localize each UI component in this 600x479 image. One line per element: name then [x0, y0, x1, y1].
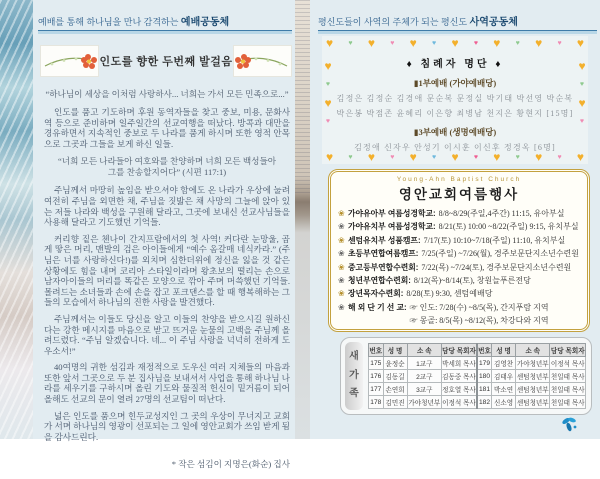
flower-image	[233, 45, 292, 77]
cell: 가야청년부	[516, 357, 550, 370]
flower-bullet-icon: ❀	[338, 249, 345, 259]
cell: 정호열 목사	[442, 383, 477, 396]
event-detail-group	[410, 301, 549, 328]
event-item	[331, 287, 587, 300]
heart-icon: ♥	[493, 36, 501, 50]
paragraph: 인도를 품고 기도하며 후원 동역자들을 찾고 중보, 미용, 문화사역 등으로 준비하며 일주일간의 선교여행을 떠났다. 방콕과 대만을 경유하면서 지속적인 중보로 두 나라를 품게 하시며 또한 영적 안목으로 그곳과 그들을 보게 하신 일들.	[44, 107, 290, 149]
heart-garland-left	[322, 60, 334, 125]
flower-bullet-icon: ❀	[338, 209, 345, 218]
psalm-quote-line2: 그를 찬송할지어다” (시편 117:1)	[107, 167, 227, 178]
cell: 김동중 목사	[442, 370, 477, 383]
heart-icon: ♥	[390, 38, 395, 47]
event-item	[331, 234, 587, 247]
event-detail-mongolia: ☞ 몽골: 8/5(목) ~8/12(목), 차강다와 지역	[409, 316, 549, 326]
new-family-table	[368, 343, 586, 409]
paragraph: 넓은 인도를 품으며 힌두교성지인 그 곳의 우상이 무너지고 교회가 서며 하나님의 영광이 선포되는 그 일에 영안교회가 쓰임 받게 됨을 감사드린다.	[44, 410, 290, 442]
paragraph: 커리향 짙은 첸나이 간지프람에서의 첫 사역! 커다란 눈망울, 곱게 땋은 머리, 맨발의 검은 아이들에게 “예수 옴갈매 네식카라.” (주님은 너를 사랑하신다!)를 외치며 심한더위에 정신을 잃을 것 같은 상황에도 힘을 내며 코리아 스타일이라며 왕초보의 떨리는 손으로 남자아이들의 머리를 똑같은 모양으로 깎아 주며 머쓱했던 기억들. 몰려드는 소녀들과 손에 손을 잡고 포크댄스를 할 때 행복해하는 그들의 모습에서 하나님의 진한 사랑을 발견했다.	[44, 233, 290, 308]
article-title: 인도를 향한 두번째 발걸음	[99, 56, 233, 68]
new-family-label: 새가족	[349, 351, 359, 400]
cell: 김영찬	[492, 357, 516, 370]
handwriting-photo-strip	[295, 0, 310, 439]
summer-events-title: 영안교회여름행사	[398, 187, 520, 202]
cell: 이정석 목사	[442, 396, 477, 409]
heart-icon: ♥	[409, 36, 417, 50]
heart-icon: ♥	[451, 150, 459, 164]
heart-icon: ♥	[578, 59, 586, 73]
summer-events-box	[328, 169, 590, 332]
church-name-english: Young-Ahn Baptist Church	[396, 176, 522, 183]
cell: 가야청년부	[407, 396, 441, 409]
flower-bullet-icon: ❀	[338, 235, 345, 245]
heart-icon: ♥	[324, 96, 332, 110]
heart-icon: ♥	[451, 36, 459, 50]
heart-icon: ♥	[326, 150, 334, 164]
flower-bullet-icon: ❀	[338, 222, 345, 232]
cell: 182	[477, 396, 492, 409]
cell: 176	[369, 370, 384, 383]
col-pastor: 담당 목회자	[550, 344, 586, 357]
paragraph: 주님께서는 이들도 당신을 알고 이들의 찬양을 받으시길 원하신다는 강한 메시지를 마음으로 받고 뜨거운 눈물의 고백을 주님께 올려드렸다. “주님 알겠습니다. 네... 이 주님 사랑을 넉넉히 전하게 도우소서!”	[44, 313, 290, 356]
left-header-community: 예배공동체	[180, 17, 230, 28]
heart-icon: ♥	[493, 150, 501, 164]
event-item	[331, 301, 587, 328]
cell: 180	[477, 370, 492, 383]
left-page-header	[38, 13, 292, 34]
heart-icon: ♥	[578, 96, 586, 110]
cell: 178	[369, 396, 384, 409]
event-item	[331, 261, 587, 274]
flower-bullet-icon: ❀	[338, 262, 345, 272]
heart-icon: ♥	[325, 117, 331, 125]
article-title-row	[40, 45, 292, 77]
heart-icon: ♥	[576, 36, 584, 50]
cell: 신소영	[492, 396, 516, 409]
event-detail: 8/28(토) 9:30, 센텀예배당	[406, 289, 493, 299]
heart-icon: ♥	[557, 152, 562, 161]
cell: 손연희	[383, 383, 407, 396]
heart-icon: ♥	[325, 80, 331, 88]
col-pastor: 담당 목회자	[442, 344, 477, 357]
heart-icon: ♥	[409, 150, 417, 164]
event-label: 중고등부연합수련회:	[348, 262, 419, 272]
right-header-community: 사역공동체	[469, 17, 518, 28]
col-number: 번호	[477, 344, 492, 357]
cell: 175	[369, 357, 384, 370]
table-header-row	[369, 344, 586, 357]
heart-garland-bottom	[326, 151, 584, 163]
cell: 박세희 목사	[442, 357, 477, 370]
table-row	[369, 396, 586, 409]
col-group: 소 속	[516, 344, 550, 357]
cell: 3교구	[407, 383, 441, 396]
event-detail: 7/22(목) ~7/24(토), 경주보문단지소년수련원	[421, 262, 572, 272]
heart-icon: ♥	[390, 152, 395, 161]
right-header-rule	[318, 30, 597, 34]
heart-icon: ♥	[535, 36, 543, 50]
left-header-rule	[38, 30, 292, 34]
scripture-quote: “하나님이 세상을 이처럼 사랑하사... 너희는 가서 모든 민족으로...”	[45, 89, 289, 99]
cell: 179	[477, 357, 492, 370]
event-label: 센텀유치부 성품캠프:	[348, 235, 421, 245]
cell: 2교구	[407, 370, 441, 383]
heart-icon: ♥	[473, 38, 478, 47]
heart-icon: ♥	[473, 152, 478, 161]
cell: 센텀청년부	[516, 396, 550, 409]
col-number: 번호	[369, 344, 384, 357]
col-name: 성 명	[492, 344, 516, 357]
table-row	[369, 357, 586, 370]
event-detail: 8/12(목)~8/14(토), 창원늘푸른전당	[413, 276, 531, 286]
paragraph: 40여명의 귀한 섬김과 재정적으로 도우신 여러 지체들의 마음과 또한 앞서 그곳으로 두 분 집사님을 보내셔서 사업을 통해 하나님 나라를 세우기를 구하시며 올린 기도와 물질적 헌신이 밑거름이 되어 올해도 선교의 문이 열려 27명의 선교팀이 떠난다.	[44, 362, 290, 405]
event-detail: 8/8~8/29(주일,4주간) 11:15, 유아부실	[438, 209, 565, 218]
baptism-list-box	[322, 36, 588, 164]
col-group: 소 속	[407, 344, 441, 357]
new-family-label-tab	[345, 342, 363, 410]
flower-bullet-icon: ❀	[338, 289, 345, 299]
cell: 181	[477, 383, 492, 396]
event-item	[331, 220, 587, 233]
cell: 1교구	[407, 357, 441, 370]
event-label: 가야유치부 여름성경학교:	[348, 222, 436, 232]
heart-garland-top	[326, 37, 584, 49]
cell: 김동길	[383, 370, 407, 383]
flower-bullet-icon: ❀	[338, 302, 345, 312]
heart-icon: ♥	[557, 38, 562, 47]
event-detail: 7/17(토) 10:10~7/18(주일) 11:10, 유치부실	[423, 235, 566, 245]
heart-icon: ♥	[515, 152, 520, 161]
right-header-text: 평신도들이 사역의 주체가 되는 평신도	[318, 17, 470, 27]
heart-icon: ♥	[515, 38, 520, 47]
baptism-group1-label: ▮1부예배 (가야예배당)	[413, 78, 497, 88]
col-name: 성 명	[383, 344, 407, 357]
event-label: 가야유아부 여름성경학교:	[348, 209, 436, 218]
cell: 천일태 목사	[550, 396, 586, 409]
event-detail-india: ☞ 인도: 7/28(수) ~8/5(목), 간지푸람 지역	[409, 302, 549, 312]
baptism-group1-names: 김정은 김정순 김경애 문순복 문정실 박기태 박선영 박순복	[336, 94, 574, 103]
new-family-box	[340, 337, 592, 415]
flower-image	[40, 45, 99, 77]
heart-icon: ♥	[348, 152, 353, 161]
baptism-title: ♦ 침례자 명단 ♦	[406, 59, 504, 70]
heart-icon: ♥	[367, 150, 375, 164]
heart-garland-right	[576, 60, 588, 125]
heart-icon: ♥	[576, 150, 584, 164]
water-photo-strip	[0, 0, 33, 439]
table-row	[369, 383, 586, 396]
heart-icon: ♥	[432, 38, 437, 47]
event-item	[331, 247, 587, 260]
cell: 천일태 목사	[550, 370, 586, 383]
heart-icon: ♥	[432, 152, 437, 161]
event-label: 초등부연합여름캠프:	[348, 249, 419, 259]
event-label: 청년부연합수련회:	[348, 276, 411, 286]
heart-icon: ♥	[579, 80, 585, 88]
table-row	[369, 370, 586, 383]
psalm-quote-line1: “너희 모든 나라들아 여호와를 찬양하며 너희 모든 백성들아	[57, 156, 277, 167]
event-detail: 8/21(토) 10:00 ~8/22(주일) 9:15, 유치부실	[438, 222, 579, 232]
baptism-group1-names: 박은봉 박점존 윤혜리 이은향 최병남 천지은 황현지 [15명]	[336, 109, 574, 118]
cell: 센텀청년부	[516, 383, 550, 396]
cell: 김태우	[492, 370, 516, 383]
heart-icon: ♥	[535, 150, 543, 164]
paragraph: 주님께서 마땅히 높임을 받으셔야 함에도 온 나라가 우상에 눌려 여전히 주님을 외면한 채, 주님을 짓밟은 채 사망의 그늘에 앉아 있는 저들 나라와 백성을 구원해 달라고, 그곳에 보내신 선교사님들을 사용해 달라고 기도했던 기억들.	[44, 185, 290, 228]
cell: 177	[369, 383, 384, 396]
cell: 이정석 목사	[550, 357, 586, 370]
event-item	[331, 274, 587, 287]
cell: 윤정순	[383, 357, 407, 370]
heart-icon: ♥	[348, 38, 353, 47]
cell: 센텀청년부	[516, 370, 550, 383]
baptism-group2-names: 김정애 신자우 안성기 이시훈 이신후 정경옥 [6명]	[354, 143, 556, 152]
event-item	[331, 207, 587, 220]
heart-icon: ♥	[579, 117, 585, 125]
event-detail: 7/25(주일) ~7/26(월), 경주보문단지소년수련원	[421, 249, 580, 259]
flower-branch-icon	[42, 49, 98, 73]
event-label: 해 외 단 기 선 교:	[348, 302, 407, 312]
event-label: 장년목자수련회:	[348, 289, 404, 299]
baptism-group2-label: ▮3부예배 (생명예배당)	[413, 127, 497, 137]
cell: 천일태 목사	[550, 383, 586, 396]
left-header-text: 예배를 통해 하나님을 만나 감격하는	[38, 17, 181, 27]
flower-branch-icon	[234, 49, 290, 73]
cell: 김민진	[383, 396, 407, 409]
heart-icon: ♥	[326, 36, 334, 50]
heart-icon: ♥	[324, 59, 332, 73]
right-page-header	[318, 13, 597, 34]
flower-bullet-icon: ❀	[338, 276, 345, 286]
author-signature: * 작은 섬김이 지명은(화순) 집사	[171, 459, 290, 470]
article-body	[44, 82, 290, 479]
cell: 박소연	[492, 383, 516, 396]
psalm-quote	[44, 156, 290, 178]
blue-flower-icon	[560, 414, 580, 439]
heart-icon: ♥	[367, 36, 375, 50]
